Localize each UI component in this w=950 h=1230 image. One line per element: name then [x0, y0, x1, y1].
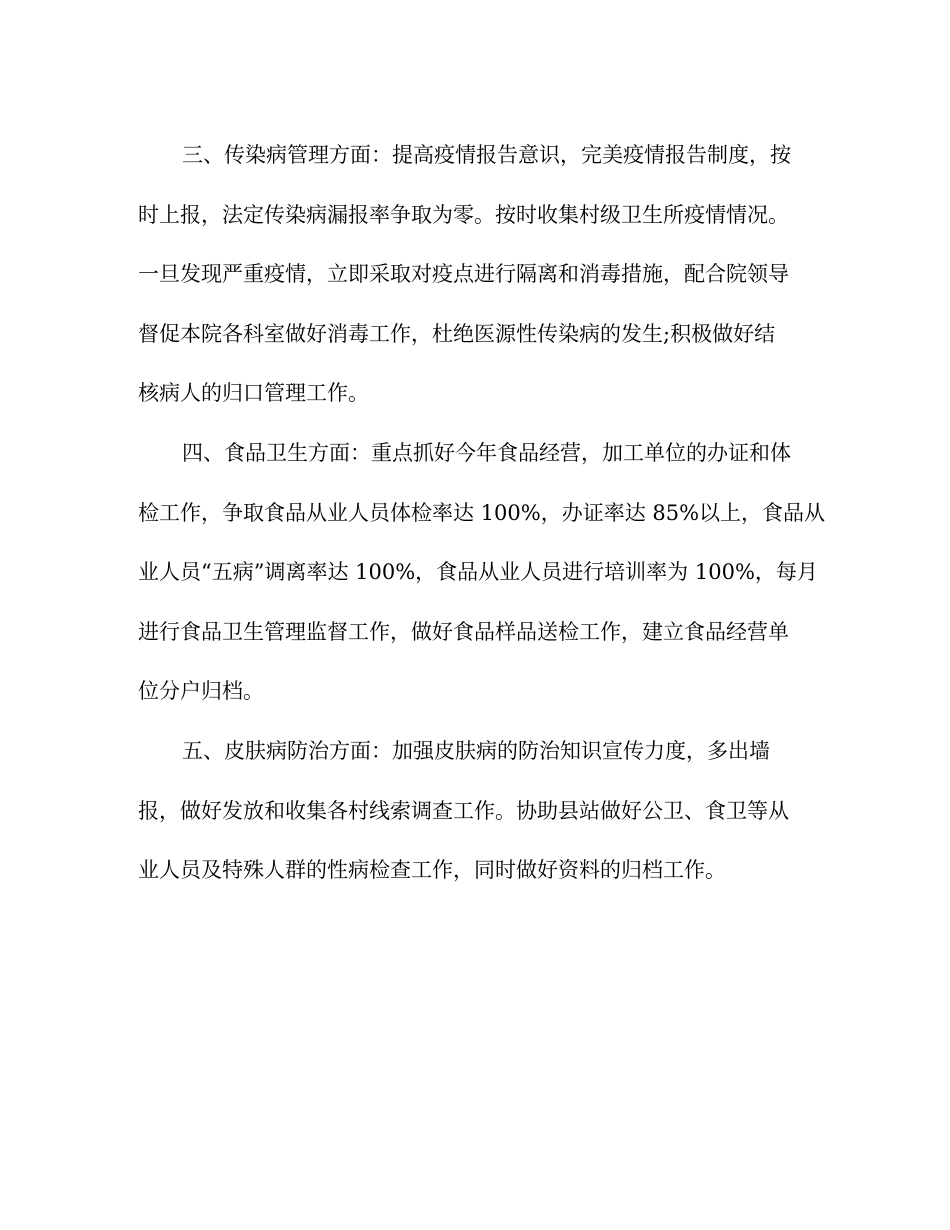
- text-line: 位分户归档。: [138, 679, 264, 704]
- paragraph-food-hygiene: [138, 430, 826, 728]
- paragraph-infectious-disease: [138, 132, 818, 430]
- text-line: 核病人的归口管理工作。: [138, 381, 369, 406]
- text-line: 四、食品卫生方面：重点抓好今年食品经营，加工单位的办证和体: [182, 440, 791, 465]
- paragraph-skin-disease: [138, 728, 818, 907]
- text-line: 检工作，争取食品从业人员体检率达 100%，办证率达 85%以上，食品从: [138, 500, 826, 525]
- text-line: 督促本院各科室做好消毒工作，杜绝医源性传染病的发生;积极做好结: [138, 321, 776, 346]
- document-body: [138, 132, 826, 907]
- text-line: 进行食品卫生管理监督工作，做好食品样品送检工作，建立食品经营单: [138, 619, 789, 644]
- text-line: 报，做好发放和收集各村线索调查工作。协助县站做好公卫、食卫等从: [138, 798, 789, 823]
- text-line: 五、皮肤病防治方面：加强皮肤病的防治知识宣传力度，多出墙: [182, 738, 770, 763]
- text-line: 三、传染病管理方面：提高疫情报告意识，完美疫情报告制度，按: [182, 143, 791, 167]
- text-line: 业人员“五病”调离率达 100%，食品从业人员进行培训率为 100%，每月: [138, 560, 818, 585]
- text-line: 时上报，法定传染病漏报率争取为零。按时收集村级卫生所疫情情况。: [138, 202, 789, 227]
- text-line: 一旦发现严重疫情，立即采取对疫点进行隔离和消毒措施，配合院领导: [138, 262, 789, 287]
- text-line: 业人员及特殊人群的性病检查工作，同时做好资料的归档工作。: [138, 858, 726, 883]
